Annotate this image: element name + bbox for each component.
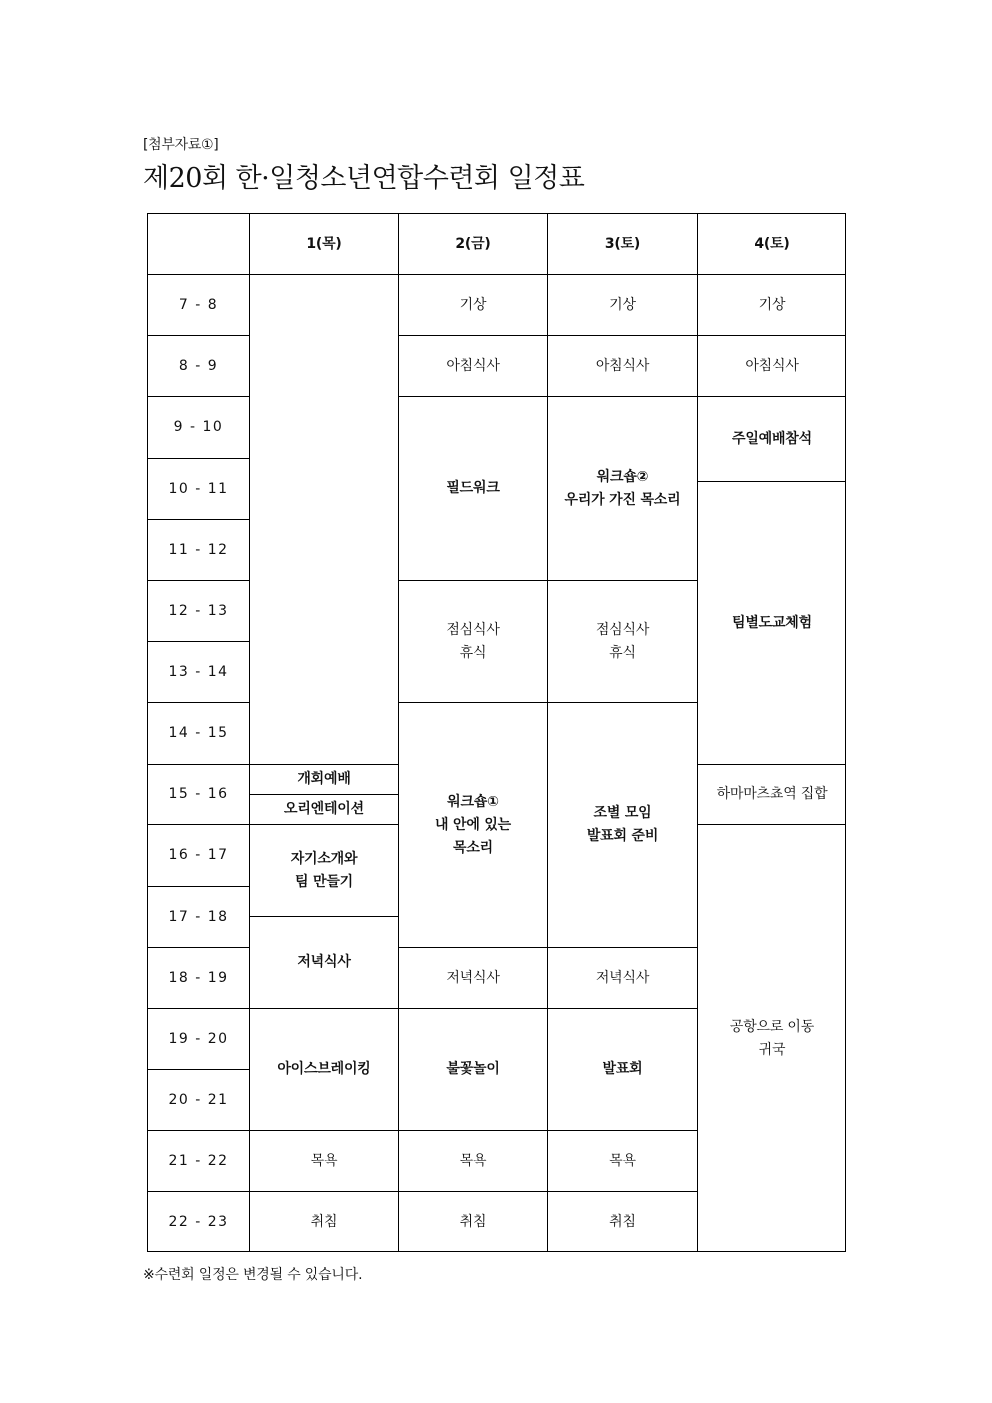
time-slot: 22 - 23 xyxy=(147,1191,249,1252)
day4-sunday-worship: 주일예배참석 xyxy=(697,396,846,481)
time-slot: 14 - 15 xyxy=(147,702,249,764)
schedule-table xyxy=(147,213,846,1252)
time-slot: 10 - 11 xyxy=(147,458,249,519)
day1-icebreaking: 아이스브레이킹 xyxy=(249,1008,398,1130)
time-slot: 7 - 8 xyxy=(147,274,249,335)
day4-gathering: 하마마츠쵸역 집합 xyxy=(697,764,846,824)
day1-dinner: 저녁식사 xyxy=(249,916,398,1008)
time-slot: 21 - 22 xyxy=(147,1130,249,1191)
day3-presentation: 발표회 xyxy=(547,1008,697,1130)
time-slot: 15 - 16 xyxy=(147,764,249,824)
time-slot: 17 - 18 xyxy=(147,886,249,947)
day3-lunch: 점심식사 휴식 xyxy=(547,580,697,702)
day2-sleep: 취침 xyxy=(398,1191,547,1252)
day3-workshop2: 워크숍② 우리가 가진 목소리 xyxy=(547,396,697,580)
page-title: 제20회 한·일청소년연합수련회 일정표 xyxy=(143,163,585,194)
time-slot: 12 - 13 xyxy=(147,580,249,641)
day4-team-tokyo: 팀별도교체험 xyxy=(697,481,846,764)
day4-breakfast: 아침식사 xyxy=(697,335,846,396)
header-day-2: 2(금) xyxy=(398,213,547,274)
day2-bath: 목욕 xyxy=(398,1130,547,1191)
day3-dinner: 저녁식사 xyxy=(547,947,697,1008)
header-corner xyxy=(147,213,249,274)
time-slot: 19 - 20 xyxy=(147,1008,249,1069)
day4-airport: 공항으로 이동 귀국 xyxy=(697,824,846,1252)
day2-fireworks: 불꽃놀이 xyxy=(398,1008,547,1130)
time-slot: 8 - 9 xyxy=(147,335,249,396)
day1-empty-block xyxy=(249,274,398,764)
day1-sleep: 취침 xyxy=(249,1191,398,1252)
header-day-1: 1(목) xyxy=(249,213,398,274)
attachment-label: [첨부자료①] xyxy=(143,137,219,153)
time-slot: 20 - 21 xyxy=(147,1069,249,1130)
header-day-4: 4(토) xyxy=(697,213,846,274)
header-day-3: 3(토) xyxy=(547,213,697,274)
day3-bath: 목욕 xyxy=(547,1130,697,1191)
footnote: ※수련회 일정은 변경될 수 있습니다. xyxy=(143,1267,363,1283)
time-slot: 13 - 14 xyxy=(147,641,249,702)
day1-opening-worship: 개회예배 xyxy=(249,764,398,794)
day2-workshop1: 워크숍① 내 안에 있는 목소리 xyxy=(398,702,547,947)
time-slot: 16 - 17 xyxy=(147,824,249,886)
day1-intro-team: 자기소개와 팀 만들기 xyxy=(249,824,398,916)
day4-wakeup: 기상 xyxy=(697,274,846,335)
day2-wakeup: 기상 xyxy=(398,274,547,335)
day2-fieldwork: 필드워크 xyxy=(398,396,547,580)
day3-group-meeting: 조별 모임 발표회 준비 xyxy=(547,702,697,947)
day2-lunch: 점심식사 휴식 xyxy=(398,580,547,702)
time-slot: 11 - 12 xyxy=(147,519,249,580)
day3-breakfast: 아침식사 xyxy=(547,335,697,396)
time-slot: 9 - 10 xyxy=(147,396,249,458)
day3-wakeup: 기상 xyxy=(547,274,697,335)
time-slot: 18 - 19 xyxy=(147,947,249,1008)
day1-bath: 목욕 xyxy=(249,1130,398,1191)
day2-dinner: 저녁식사 xyxy=(398,947,547,1008)
day1-orientation: 오리엔테이션 xyxy=(249,794,398,824)
day3-sleep: 취침 xyxy=(547,1191,697,1252)
day2-breakfast: 아침식사 xyxy=(398,335,547,396)
